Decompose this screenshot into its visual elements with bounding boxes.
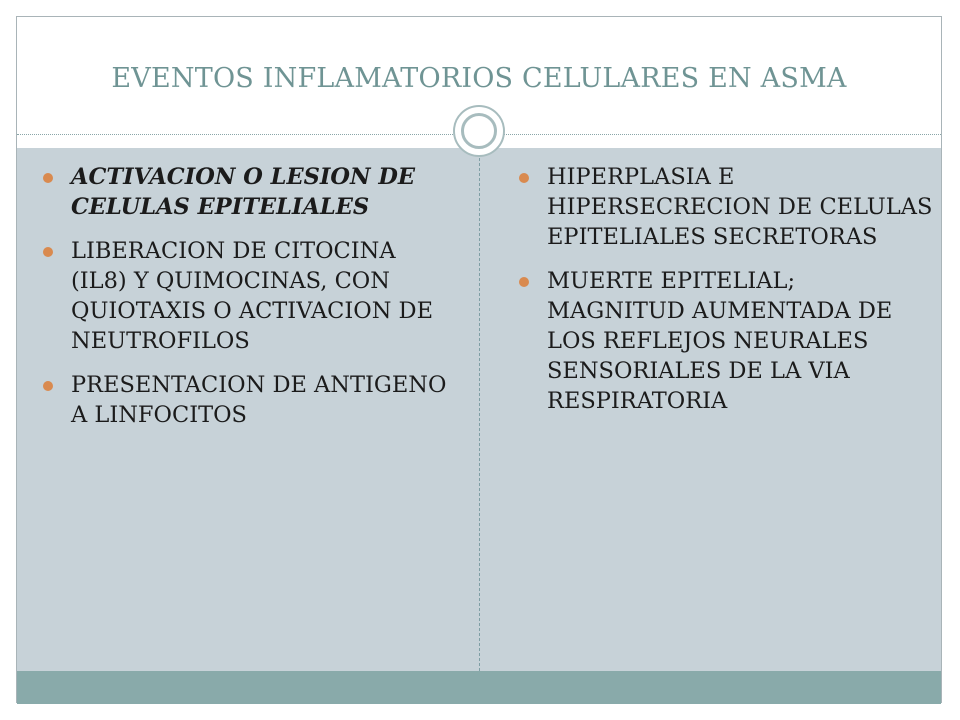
bullet-icon [43, 381, 53, 391]
bullet-icon [519, 277, 529, 287]
list-item [513, 162, 933, 252]
bullet-icon [519, 173, 529, 183]
right-column [513, 162, 933, 430]
list-item-text: ACTIVACION O LESION DE CELULAS EPITELIALES [71, 164, 416, 220]
list-item [37, 162, 457, 222]
inner-circle [461, 113, 497, 149]
footer-bar [17, 671, 941, 704]
list-item [37, 370, 457, 430]
list-item-text: PRESENTACION DE ANTIGENO A LINFOCITOS [71, 372, 447, 428]
circle-ornament-icon [453, 105, 505, 157]
list-item-text: LIBERACION DE CITOCINA (IL8) Y QUIMOCINAS, CON QUIOTAXIS O ACTIVACION DE NEUTROFILOS [71, 238, 434, 354]
list-item [37, 236, 457, 356]
column-divider [479, 148, 480, 671]
list-item-text: HIPERPLASIA E HIPERSECRECION DE CELULAS EPITELIALES SECRETORAS [547, 164, 933, 250]
left-column [37, 162, 457, 444]
slide-frame [16, 16, 942, 703]
list-item [513, 266, 933, 416]
slide-title: EVENTOS INFLAMATORIOS CELULARES EN ASMA [111, 63, 847, 94]
bullet-icon [43, 247, 53, 257]
bullet-icon [43, 173, 53, 183]
list-item-text: MUERTE EPITELIAL; MAGNITUD AUMENTADA DE LOS REFLEJOS NEURALES SENSORIALES DE LA VIA RESPIRATORIA [547, 268, 893, 414]
